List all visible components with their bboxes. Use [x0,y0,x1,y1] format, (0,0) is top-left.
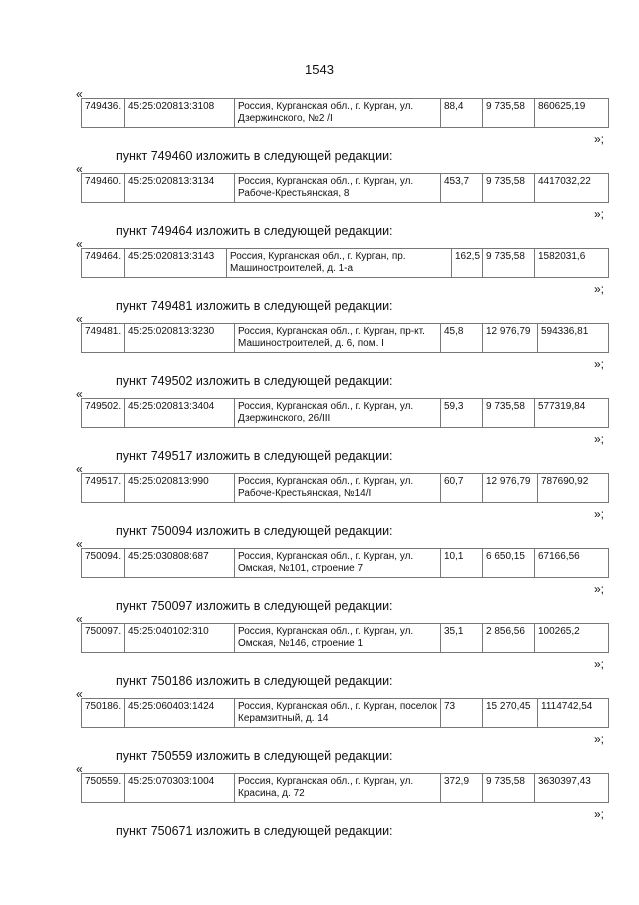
record-table [81,548,609,578]
cadastral-value-cell: 577319,84 [535,399,609,428]
rate-cell: 15 270,45 [483,699,538,728]
record-block [0,88,639,163]
cadastral-value-cell: 1114742,54 [538,699,609,728]
record-table [81,173,609,203]
address-cell: Россия, Курганская обл., г. Курган, ул. Омская, №101, строение 7 [235,549,441,578]
opening-quote: « [76,387,83,401]
address-cell: Россия, Курганская обл., г. Курган, ул. Дзержинского, №2 /I [235,99,441,128]
area-cell: 162,5 [452,249,483,278]
address-cell: Россия, Курганская обл., г. Курган, пр-кт. Машиностроителей, д. 6, пом. I [235,324,441,353]
address-cell: Россия, Курганская обл., г. Курган, ул. Рабоче-Крестьянская, 8 [235,174,441,203]
closing-quote: »; [594,657,605,671]
closing-quote: »; [594,807,605,821]
record-number-cell: 749517. [82,474,125,503]
record-table [81,323,609,353]
amendment-heading: пункт 749481 изложить в следующей редакции: [116,299,393,313]
record-block [0,238,639,313]
amendment-heading: пункт 750671 изложить в следующей редакции: [116,824,393,838]
amendment-heading: пункт 750097 изложить в следующей редакции: [116,599,393,613]
area-cell: 372,9 [441,774,483,803]
closing-quote: »; [594,132,605,146]
cadastral-number-cell: 45:25:030808:687 [125,549,235,578]
rate-cell: 2 856,56 [483,624,535,653]
table-row [82,324,609,353]
opening-quote: « [76,237,83,251]
record-number-cell: 749436. [82,99,125,128]
rate-cell: 6 650,15 [483,549,535,578]
rate-cell: 9 735,58 [483,399,535,428]
rate-cell: 9 735,58 [483,174,535,203]
record-block [0,388,639,463]
table-row [82,549,609,578]
record-table [81,623,609,653]
amendment-heading: пункт 750094 изложить в следующей редакции: [116,524,393,538]
rate-cell: 12 976,79 [483,474,538,503]
page-number: 1543 [305,62,334,77]
record-number-cell: 749481. [82,324,125,353]
record-block [0,613,639,688]
area-cell: 60,7 [441,474,483,503]
record-number-cell: 750559. [82,774,125,803]
cadastral-number-cell: 45:25:040102:310 [125,624,235,653]
address-cell: Россия, Курганская обл., г. Курган, поселок Керамзитный, д. 14 [235,699,441,728]
closing-quote: »; [594,432,605,446]
address-cell: Россия, Курганская обл., г. Курган, ул. Омская, №146, строение 1 [235,624,441,653]
record-table [81,473,609,503]
record-block [0,763,639,838]
address-cell: Россия, Курганская обл., г. Курган, пр. Машиностроителей, д. 1-а [227,249,452,278]
cadastral-value-cell: 860625,19 [535,99,609,128]
cadastral-value-cell: 4417032,22 [535,174,609,203]
opening-quote: « [76,462,83,476]
area-cell: 59,3 [441,399,483,428]
closing-quote: »; [594,582,605,596]
record-number-cell: 750094. [82,549,125,578]
amendment-heading: пункт 750186 изложить в следующей редакции: [116,674,393,688]
record-table [81,98,609,128]
area-cell: 35,1 [441,624,483,653]
area-cell: 453,7 [441,174,483,203]
cadastral-number-cell: 45:25:060403:1424 [125,699,235,728]
amendment-heading: пункт 750559 изложить в следующей редакции: [116,749,393,763]
record-table [81,398,609,428]
cadastral-number-cell: 45:25:020813:3404 [125,399,235,428]
record-table [81,698,609,728]
table-row [82,99,609,128]
table-row [82,474,609,503]
record-table [81,248,609,278]
cadastral-value-cell: 67166,56 [535,549,609,578]
amendment-heading: пункт 749460 изложить в следующей редакции: [116,149,393,163]
record-number-cell: 750186. [82,699,125,728]
record-number-cell: 749460. [82,174,125,203]
rate-cell: 9 735,58 [483,99,535,128]
table-row [82,699,609,728]
amendment-heading: пункт 749464 изложить в следующей редакции: [116,224,393,238]
opening-quote: « [76,312,83,326]
opening-quote: « [76,687,83,701]
closing-quote: »; [594,207,605,221]
address-cell: Россия, Курганская обл., г. Курган, ул. Дзержинского, 26/III [235,399,441,428]
amendment-heading: пункт 749517 изложить в следующей редакции: [116,449,393,463]
record-block [0,313,639,388]
area-cell: 88,4 [441,99,483,128]
closing-quote: »; [594,357,605,371]
opening-quote: « [76,612,83,626]
closing-quote: »; [594,732,605,746]
table-row [82,624,609,653]
record-block [0,163,639,238]
address-cell: Россия, Курганская обл., г. Курган, ул. Красина, д. 72 [235,774,441,803]
cadastral-value-cell: 787690,92 [538,474,609,503]
cadastral-number-cell: 45:25:020813:3230 [125,324,235,353]
cadastral-value-cell: 100265,2 [535,624,609,653]
record-block [0,688,639,763]
cadastral-number-cell: 45:25:020813:990 [125,474,235,503]
cadastral-number-cell: 45:25:070303:1004 [125,774,235,803]
amendment-heading: пункт 749502 изложить в следующей редакции: [116,374,393,388]
address-cell: Россия, Курганская обл., г. Курган, ул. Рабоче-Крестьянская, №14/I [235,474,441,503]
record-block [0,538,639,613]
area-cell: 10,1 [441,549,483,578]
cadastral-value-cell: 3630397,43 [535,774,609,803]
area-cell: 73 [441,699,483,728]
cadastral-number-cell: 45:25:020813:3134 [125,174,235,203]
table-row [82,174,609,203]
opening-quote: « [76,537,83,551]
table-row [82,249,609,278]
record-block [0,463,639,538]
record-number-cell: 749502. [82,399,125,428]
rate-cell: 9 735,58 [483,249,535,278]
opening-quote: « [76,762,83,776]
record-number-cell: 749464. [82,249,125,278]
cadastral-value-cell: 594336,81 [538,324,609,353]
record-number-cell: 750097. [82,624,125,653]
closing-quote: »; [594,282,605,296]
opening-quote: « [76,162,83,176]
cadastral-number-cell: 45:25:020813:3108 [125,99,235,128]
cadastral-value-cell: 1582031,6 [535,249,609,278]
table-row [82,774,609,803]
area-cell: 45,8 [441,324,483,353]
table-row [82,399,609,428]
closing-quote: »; [594,507,605,521]
opening-quote: « [76,87,83,101]
rate-cell: 12 976,79 [483,324,538,353]
record-table [81,773,609,803]
rate-cell: 9 735,58 [483,774,535,803]
cadastral-number-cell: 45:25:020813:3143 [125,249,227,278]
